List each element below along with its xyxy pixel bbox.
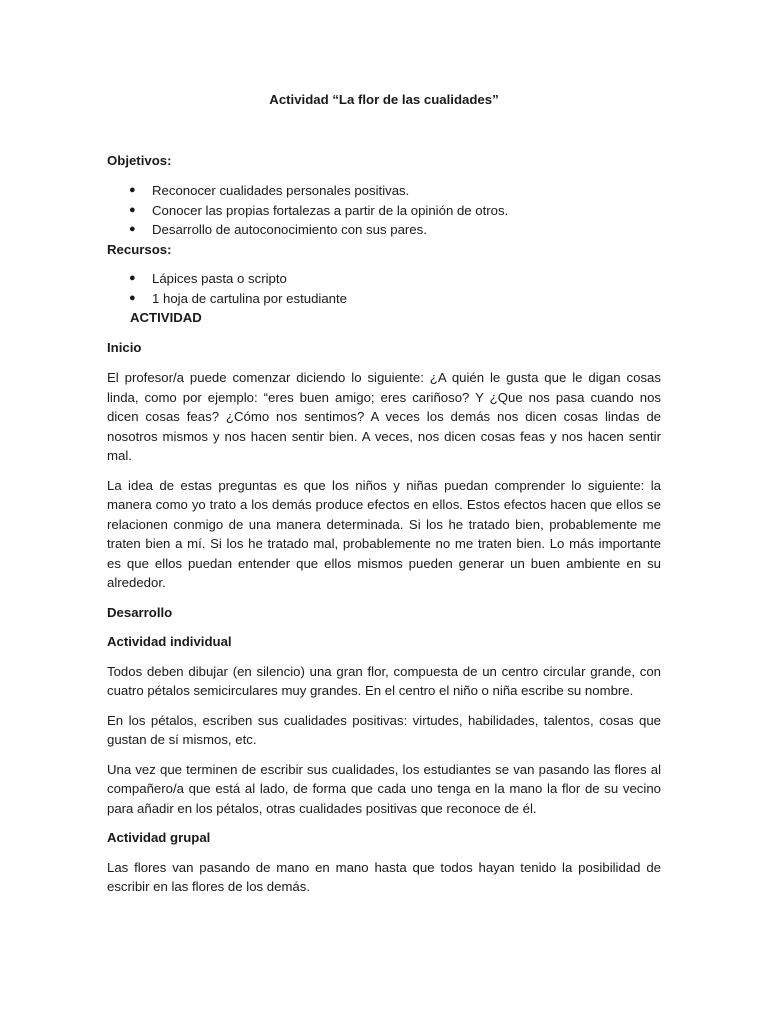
- actividad-grupal-paragraph: Las flores van pasando de mano en mano hasta que todos hayan tenido la posibilidad de escribir en las flores de los demás.: [107, 859, 661, 894]
- bullet-icon: ●: [129, 272, 136, 284]
- inicio-heading: Inicio: [107, 339, 142, 355]
- list-item: [107, 289, 661, 309]
- objetivos-list: [107, 181, 661, 240]
- desarrollo-heading: Desarrollo: [107, 604, 173, 620]
- list-item: [107, 181, 661, 201]
- bullet-icon: ●: [129, 203, 136, 216]
- list-item-text: Desarrollo de autoconocimiento con sus pares.: [152, 222, 427, 237]
- recursos-list: [107, 269, 661, 308]
- list-item-text: 1 hoja de cartulina por estudiante: [152, 290, 348, 306]
- list-item-text: Lápices pasta o scripto: [152, 271, 287, 286]
- actividad-individual-paragraph: Una vez que terminen de escribir sus cualidades, los estudiantes se van pasando las flores al compañero/a que está al lado, de forma que cada uno tenga en la mano la flor de su vecino para añadir en los pétalos, otras cualidades positivas que reconoce de él.: [107, 761, 661, 816]
- actividad-label: ACTIVIDAD: [130, 310, 202, 325]
- bullet-icon: ●: [129, 184, 136, 196]
- actividad-individual-paragraph: Todos deben dibujar (en silencio) una gran flor, compuesta de un centro circular grande, con cuatro pétalos semicirculares muy grandes. En el centro el niño o niña escribe su nombre.: [107, 663, 661, 698]
- actividad-individual-heading: Actividad individual: [107, 634, 232, 649]
- document-title: Actividad “La flor de las cualidades”: [269, 92, 499, 107]
- actividad-grupal-heading: Actividad grupal: [107, 830, 211, 845]
- bullet-icon: ●: [129, 291, 136, 304]
- bullet-icon: ●: [129, 223, 136, 235]
- inicio-paragraph: La idea de estas preguntas es que los niños y niñas puedan comprender lo siguiente: la manera como yo trato a los demás produce efectos en ellos. Estos efectos hacen que ellos se relacionen conmigo de una manera determinada. Si los he tratado bien, probablemente me traten bien a mí. Si los he tratado mal, probablemente no me traten bien. Lo más importante es que ellos puedan entender que ellos mismos pueden generar un buen ambiente en su alrededor.: [107, 477, 661, 590]
- objetivos-heading: Objetivos:: [107, 152, 172, 168]
- actividad-individual-paragraph: En los pétalos, escriben sus cualidades positivas: virtudes, habilidades, talentos, cosas que gustan de sí mismos, etc.: [107, 712, 661, 747]
- list-item-text: Reconocer cualidades personales positivas.: [152, 183, 410, 198]
- inicio-paragraph: El profesor/a puede comenzar diciendo lo siguiente: ¿A quién le gusta que le digan cosas linda, como por ejemplo: “eres buen amigo; eres cariñoso? Y ¿Que nos pasa cuando nos dicen cosas feas? ¿Cómo nos sentimos? A veces los demás nos dicen cosas lindas de nosotros mismos y nos hacen sentir bien. A veces, nos dicen cosas feas y nos hacen sentir mal.: [107, 370, 661, 463]
- document-page: [107, 90, 661, 907]
- recursos-heading: Recursos:: [107, 241, 172, 257]
- list-item: [107, 201, 661, 221]
- list-item-text: Conocer las propias fortalezas a partir de la opinión de otros.: [152, 202, 509, 218]
- list-item: [107, 220, 661, 240]
- list-item: [107, 269, 661, 289]
